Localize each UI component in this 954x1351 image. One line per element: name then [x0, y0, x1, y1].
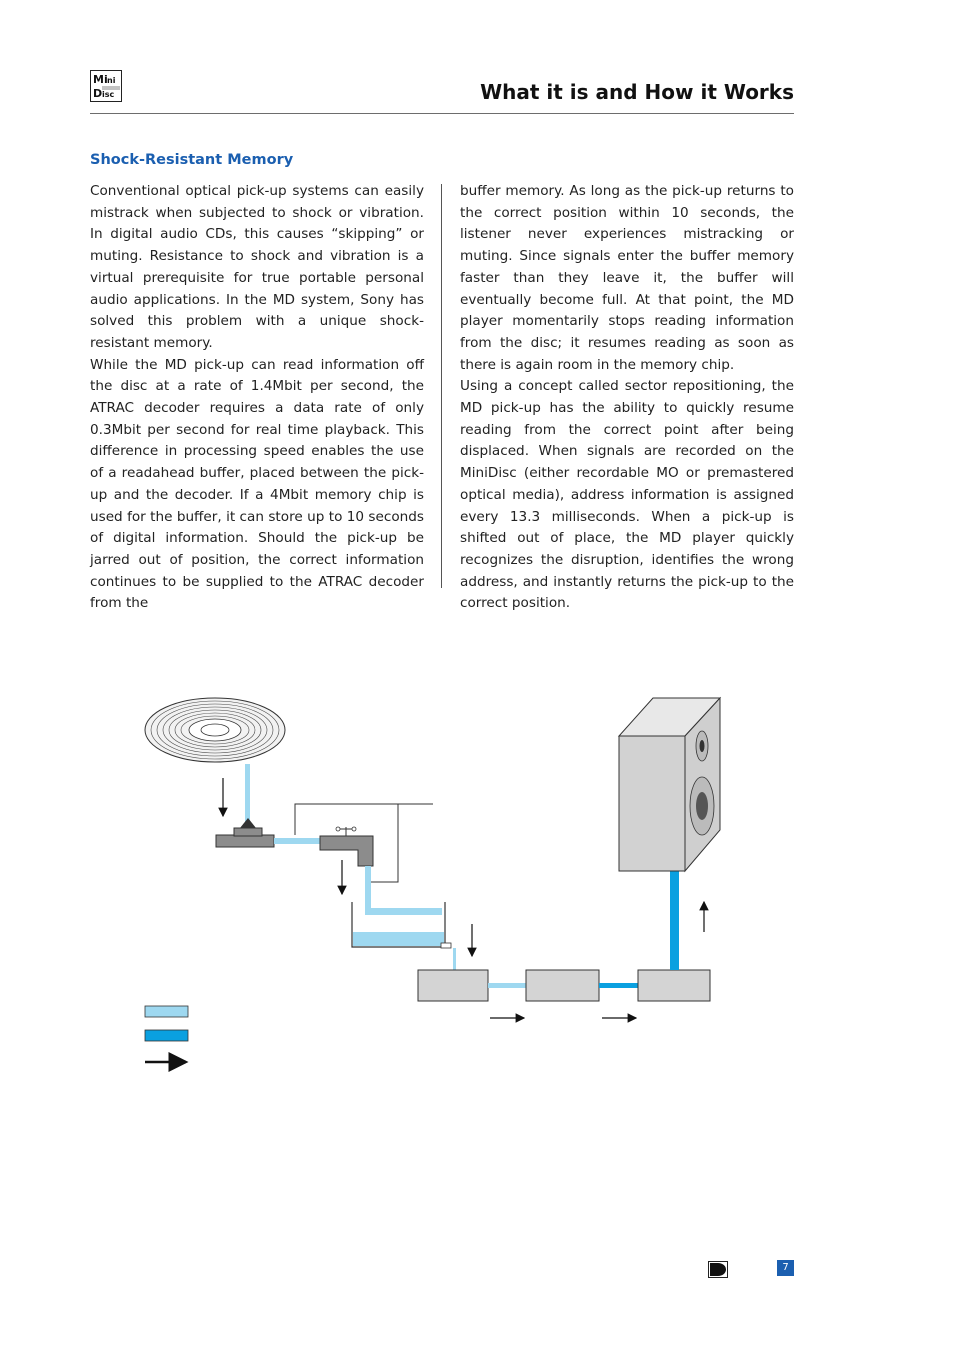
legend-dark-swatch — [145, 1030, 188, 1041]
svg-text:D: D — [93, 87, 103, 100]
left-text-column — [90, 181, 424, 615]
right-text-column — [460, 181, 794, 615]
valve-block — [320, 827, 373, 866]
diagram-legend — [145, 1006, 188, 1062]
section-heading: Shock-Resistant Memory — [90, 152, 294, 168]
page-title: What it is and How it Works — [480, 80, 794, 104]
paragraph: While the MD pick-up can read information off the disc at a rate of 1.4Mbit per second, the ATRAC decoder requires a data rate of only 0.3Mbit per second for real time playback. This difference in processing speed enables the use of a readahead buffer, placed between the pick-up and the decoder. If a 4Mbit memory chip is used for the buffer, it can store up to 10 seconds of digital information. Should the pick-up be jarred out of position, the correct information continues to be supplied to the ATRAC decoder from the — [90, 356, 424, 612]
buffer-input-line — [365, 866, 371, 910]
column-divider — [441, 184, 442, 588]
paragraph: Using a concept called sector repositioning, the MD pick-up has the ability to quickly resume reading from the correct point after being displaced. When signals are recorded on the MiniDisc (either recordable MO or premastered optical media), address information is assigned every 13.3 milliseconds. When a pick-up is shifted out of place, the MD player quickly recognizes the disruption, identifies the wrong address, and instantly returns the pick-up to the correct position. — [460, 378, 794, 612]
svg-text:ni: ni — [107, 76, 116, 85]
svg-text:Mi: Mi — [93, 73, 108, 86]
light-signal-link — [488, 983, 526, 988]
header-divider — [90, 113, 794, 114]
half-circle-icon — [708, 1261, 728, 1278]
svg-text:isc: isc — [102, 90, 115, 99]
minidisc-logo — [90, 70, 122, 102]
disc-illustration — [145, 698, 285, 762]
control-line — [295, 804, 433, 835]
legend-light-swatch — [145, 1006, 188, 1017]
pickup-block — [216, 818, 274, 847]
paragraph: Conventional optical pick-up systems can easily mistrack when subjected to shock or vibration. In digital audio CDs, this causes “skipping” or muting. Resistance to shock and vibration is a virtual prerequisite for true portable personal audio applications. In the MD system, Sony has solved this problem with a unique shock-resistant memory. — [90, 183, 424, 351]
page-number: 7 — [777, 1260, 794, 1276]
dark-signal-link — [599, 983, 638, 988]
paragraph: buffer memory. As long as the pick-up returns to the correct position within 10 seconds, the listener never experiences mistracking or muting. Since signals enter the buffer memory faster than they leave it, the buffer will eventually become full. At that point, the MD player momentarily stops reading information from the disc; it resumes reading as soon as there is again room in the memory chip. — [460, 183, 794, 373]
decoder-box — [418, 970, 488, 1001]
pickup-output-line — [274, 838, 320, 844]
speaker-illustration — [619, 698, 720, 871]
speaker-signal-line — [670, 871, 679, 970]
buffer-output-line — [453, 948, 456, 970]
amplifier-box — [638, 970, 710, 1001]
converter-box — [526, 970, 599, 1001]
buffer-fill-line — [365, 908, 442, 915]
shock-memory-diagram — [130, 690, 750, 1090]
disc-signal-line — [245, 764, 250, 822]
